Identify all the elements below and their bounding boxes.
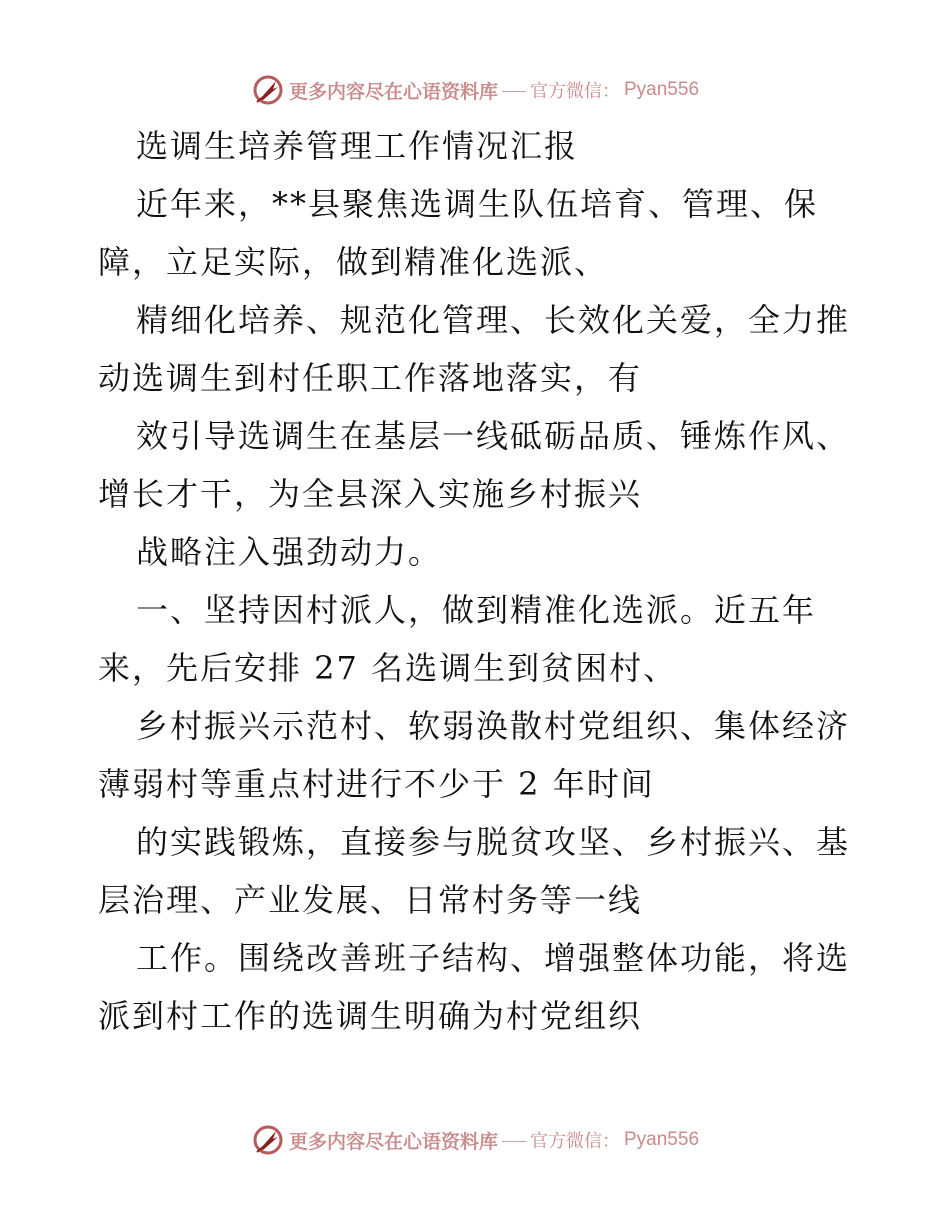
watermark-dash: [502, 91, 526, 92]
watermark-wechat-label: 官方微信：: [530, 1131, 620, 1152]
paragraph-line: 效引导选调生在基层一线砥砺品质、锤炼作风、: [136, 417, 851, 455]
paragraph-line: 精细化培养、规范化管理、长效化关爱，全力推: [136, 301, 851, 339]
feather-pen-icon: [251, 1123, 285, 1157]
watermark-banner-top: [0, 70, 950, 110]
watermark-wechat-id: Pyan556: [624, 79, 700, 100]
paragraph-line: 障，立足实际，做到精准化选派、: [98, 243, 609, 281]
section-heading-line: 一、坚持因村派人，做到精准化选派。近五年: [136, 591, 817, 629]
watermark-brand-text: 更多内容尽在心语资料库: [288, 1130, 498, 1153]
paragraph-line: 增长才干，为全县深入实施乡村振兴: [98, 475, 643, 513]
watermark-brand-text: 更多内容尽在心语资料库: [288, 80, 498, 103]
paragraph-line: 动选调生到村任职工作落地落实，有: [98, 359, 643, 397]
paragraph-line: 乡村振兴示范村、软弱涣散村党组织、集体经济: [136, 707, 851, 745]
paragraph-line: 工作。围绕改善班子结构、增强整体功能，将选: [136, 939, 851, 977]
feather-pen-icon: [251, 73, 285, 107]
paragraph-line: 近年来，**县聚焦选调生队伍培育、管理、保: [136, 185, 819, 223]
watermark-dash: [502, 1141, 526, 1142]
paragraph-line: 层治理、产业发展、日常村务等一线: [98, 881, 643, 919]
watermark-wechat-label: 官方微信：: [530, 81, 620, 102]
paragraph-line: 派到村工作的选调生明确为村党组织: [98, 997, 643, 1035]
watermark-wechat-id: Pyan556: [624, 1129, 700, 1150]
paragraph-line: 的实践锻炼，直接参与脱贫攻坚、乡村振兴、基: [136, 823, 851, 861]
paragraph-line: 来，先后安排 27 名选调生到贫困村、: [98, 649, 678, 687]
watermark-banner-bottom: [0, 1120, 950, 1160]
paragraph-line: 战略注入强劲动力。: [136, 533, 443, 571]
paragraph-line: 薄弱村等重点村进行不少于 2 年时间: [98, 765, 655, 803]
document-title: 选调生培养管理工作情况汇报: [136, 127, 579, 165]
